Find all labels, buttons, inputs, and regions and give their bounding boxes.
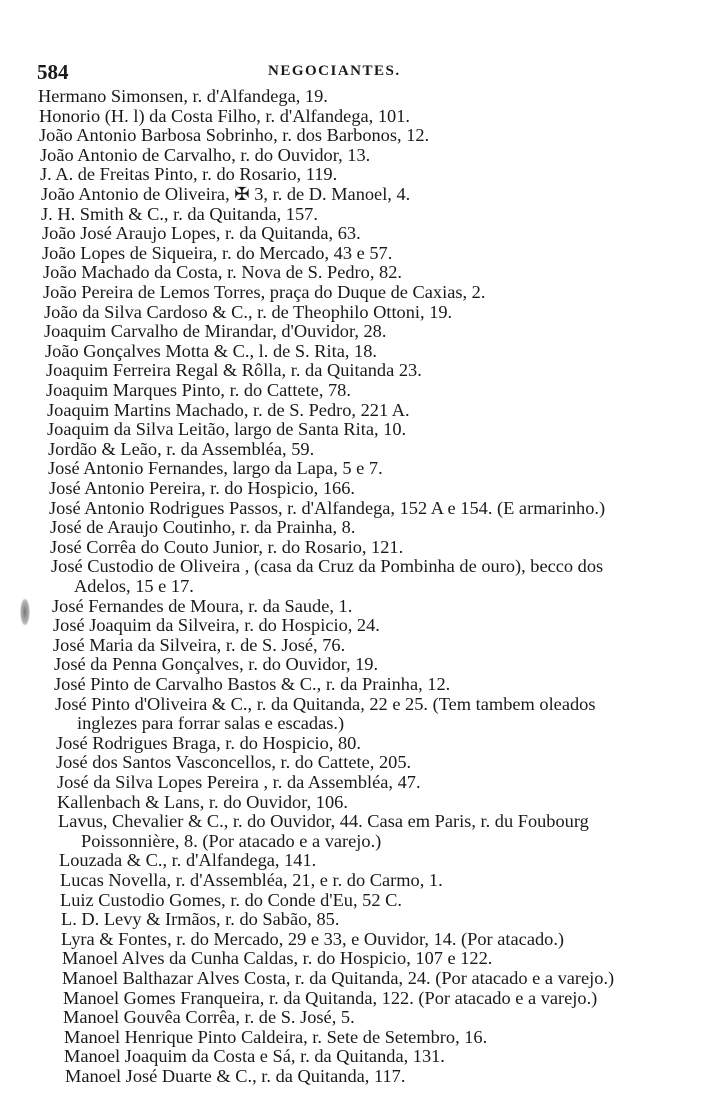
ink-stain xyxy=(20,598,30,626)
entry-line: Manoel José Duarte & C., r. da Quitanda, 117. xyxy=(65,1066,406,1086)
entry-line: José Rodrigues Braga, r. do Hospicio, 80. xyxy=(55,732,361,753)
entry-continuation-line: inglezes para forrar salas e escadas.) xyxy=(77,713,345,734)
entry-line: Louzada & C., r. d'Alfandega, 141. xyxy=(59,850,317,871)
entry-line: José Pinto d'Oliveira & C., r. da Quitanda, 22 e 25. (Tem tambem oleados xyxy=(54,693,596,714)
entry-line: José Joaquim da Silveira, r. do Hospicio, 24. xyxy=(52,615,380,636)
entry-line: José Corrêa do Couto Junior, r. do Rosario, 121. xyxy=(50,536,404,557)
entry-line: Lyra & Fontes, r. do Mercado, 29 e 33, e Ouvidor, 14. (Por atacado.) xyxy=(61,928,565,949)
entry-line: Lavus, Chevalier & C., r. do Ouvidor, 44. Casa em Paris, r. du Foubourg xyxy=(57,811,589,832)
entry-line: José da Silva Lopes Pereira , r. da Assembléa, 47. xyxy=(56,772,421,792)
entry-line: Honorio (H. l) da Costa Filho, r. d'Alfandega, 101. xyxy=(38,105,410,126)
entry-line: José da Penna Gonçalves, r. do Ouvidor, 19. xyxy=(53,654,378,675)
entry-line: José Maria da Silveira, r. de S. José, 76. xyxy=(53,634,346,655)
entry-line: José Custodio de Oliveira , (casa da Cruz da Pombinha de ouro), becco dos xyxy=(50,556,604,577)
entry-line: Joaquim Marques Pinto, r. do Cattete, 78. xyxy=(46,380,352,400)
entry-line: Luiz Custodio Gomes, r. do Conde d'Eu, 52 C. xyxy=(60,889,403,910)
entry-continuation-line: Poissonnière, 8. (Por atacado e a varejo.) xyxy=(80,830,381,851)
entry-line: J. H. Smith & C., r. da Quitanda, 157. xyxy=(41,203,319,224)
entry-line: Joaquim Carvalho de Mirandar, d'Ouvidor, 28. xyxy=(44,321,387,342)
entry-line: José de Araujo Coutinho, r. da Prainha, 8. xyxy=(49,517,356,538)
page-number: 584 xyxy=(37,60,69,84)
entry-line: João Machado da Costa, r. Nova de S. Pedro, 82. xyxy=(42,262,402,283)
entry-line: José dos Santos Vasconcellos, r. do Cattete, 205. xyxy=(56,752,412,773)
entry-line: J. A. de Freitas Pinto, r. do Rosario, 119. xyxy=(40,164,338,185)
entry-line: João da Silva Cardoso & C., r. de Theophilo Ottoni, 19. xyxy=(43,301,453,322)
entry-line: João Antonio de Oliveira, ✠ 3, r. de D. Manoel, 4. xyxy=(40,184,410,204)
entry-line: José Antonio Rodrigues Passos, r. d'Alfandega, 152 A e 154. (E armarinho.) xyxy=(49,497,606,518)
entry-line: Jordão & Leão, r. da Assembléa, 59. xyxy=(47,438,314,459)
entry-line: Hermano Simonsen, r. d'Alfandega, 19. xyxy=(38,86,328,106)
entry-line: L. D. Levy & Irmãos, r. do Sabão, 85. xyxy=(60,909,340,930)
entry-line: Joaquim Ferreira Regal & Rôlla, r. da Quitanda 23. xyxy=(45,360,422,381)
entry-line: Manoel Gouvêa Corrêa, r. de S. José, 5. xyxy=(63,1007,356,1028)
entry-line: José Fernandes de Moura, r. da Saude, 1. xyxy=(52,595,353,616)
entry-line: Joaquim da Silva Leitão, largo de Santa Rita, 10. xyxy=(47,419,407,440)
entry-continuation-line: Adelos, 15 e 17. xyxy=(73,576,194,596)
entry-line: João Gonçalves Motta & C., l. de S. Rita, 18. xyxy=(45,340,377,361)
entry-line: Manoel Gomes Franqueira, r. da Quitanda, 122. (Por atacado e a varejo.) xyxy=(62,987,598,1008)
entry-line: Manoel Balthazar Alves Costa, r. da Quitanda, 24. (Por atacado e a varejo.) xyxy=(62,968,615,988)
page-title: NEGOCIANTES. xyxy=(268,63,401,79)
entry-line: João Antonio Barbosa Sobrinho, r. dos Barbonos, 12. xyxy=(39,125,430,146)
entry-line: Kallenbach & Lans, r. do Ouvidor, 106. xyxy=(57,791,349,812)
entry-line: José Antonio Pereira, r. do Hospicio, 166. xyxy=(48,478,355,498)
entry-line: João José Araujo Lopes, r. da Quitanda, 63. xyxy=(41,223,361,244)
entry-line: João Antonio de Carvalho, r. do Ouvidor, 13. xyxy=(39,144,370,165)
entry-line: Manoel Joaquim da Costa e Sá, r. da Quitanda, 131. xyxy=(64,1046,446,1067)
entry-line: Joaquim Martins Machado, r. de S. Pedro, 221 A. xyxy=(46,399,410,420)
entry-line: João Lopes de Siqueira, r. do Mercado, 43 e 57. xyxy=(42,242,393,263)
entry-line: Manoel Alves da Cunha Caldas, r. do Hospicio, 107 e 122. xyxy=(61,948,493,969)
entry-line: José Antonio Fernandes, largo da Lapa, 5 e 7. xyxy=(48,458,383,479)
entry-line: Manoel Henrique Pinto Caldeira, r. Sete de Setembro, 16. xyxy=(63,1026,488,1047)
entry-line: João Pereira de Lemos Torres, praça do Duque de Caxias, 2. xyxy=(43,282,486,302)
entry-line: José Pinto de Carvalho Bastos & C., r. da Prainha, 12. xyxy=(54,674,451,694)
entry-line: Lucas Novella, r. d'Assembléa, 21, e r. do Carmo, 1. xyxy=(59,870,443,890)
